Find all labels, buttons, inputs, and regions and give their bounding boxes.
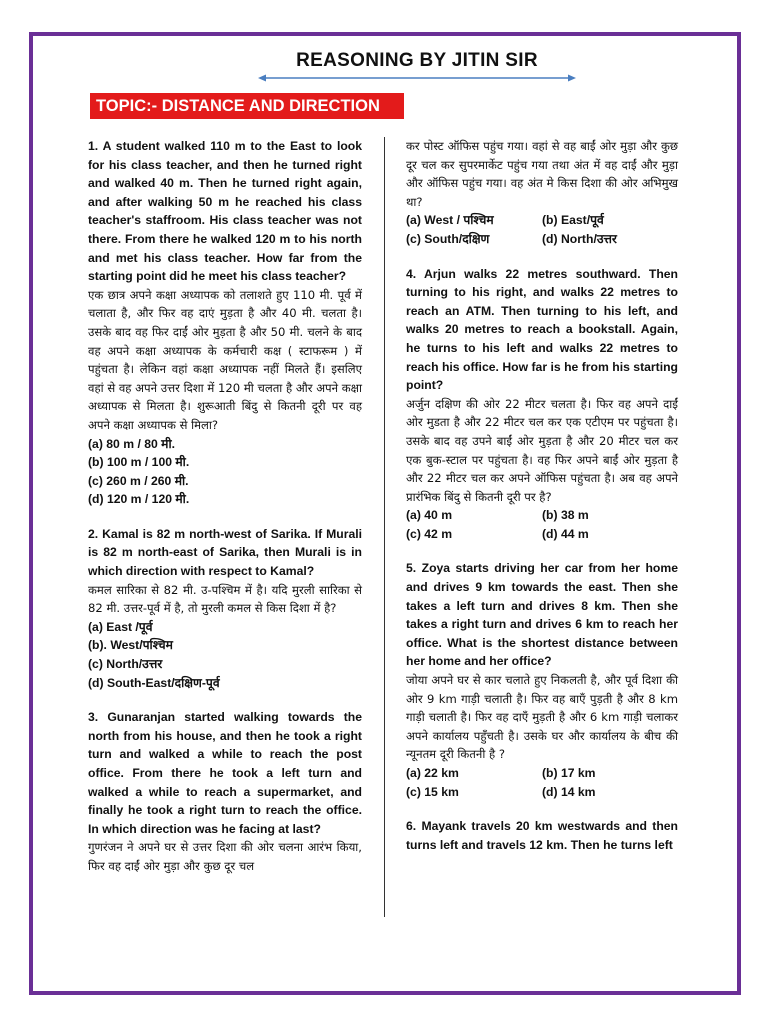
option-d: (d) South-East/दक्षिण-पूर्व	[88, 675, 220, 690]
question-text-hi: कमल सारिका से 82 मी. उ-पश्चिम में है। यदि मुरली सारिका से 82 मी. उत्तर-पूर्व में है, तो मुरली कमल से किस दिशा में है?	[88, 582, 362, 616]
question-text-en: 5. Zoya starts driving her car from her home and drives 9 km towards the east. Then she takes a left turn and drives 8 km. Then she takes a right turn and drives 6 km to reach her office. What is the shortest distance between her home and her office?	[406, 561, 678, 669]
option-d: (d) North/उत्तर	[542, 231, 617, 246]
left-column	[88, 137, 362, 892]
page-title: REASONING BY JITIN SIR	[296, 50, 538, 71]
option-a: (a) East /पूर्व	[88, 619, 153, 634]
question-2	[88, 525, 362, 692]
option-c: (c) 42 m	[406, 526, 453, 541]
option-a: (a) West / पश्चिम	[406, 213, 494, 228]
question-6	[406, 817, 678, 854]
question-text-en: 3. Gunaranjan started walking towards the north from his house, and then he took a right turn and walked a while to reach the post office. From there he took a left turn and walked a while to reach a supermarket, and finally he took a right turn to reach the office. In which direction was he facing at last?	[88, 710, 362, 836]
question-text-hi: गुणरंजन ने अपने घर से उत्तर दिशा की ओर चलना आरंभ किया, फिर वह दाईं ओर मुड़ा और कुछ दूर चल	[88, 840, 362, 873]
question-text-hi: अर्जुन दक्षिण की ओर 22 मीटर चलता है। फिर वह अपने दाईं ओर मुडता है और 22 मीटर चल कर एक एटीएम पर पहुंचता है। उसके बाद वह उपने बाईं ओर मुड़ता है और 20 मीटर चल कर एक बुक-स्टाल पर पहुंचता है। वह फिर अपने बाईं ओर मुड़ता है और 22 मीटर चल कर अपने ऑफिस पहुंचता है। अब वह अपने प्रारंभिक बिंदु से कितनी दूरी पर है?	[406, 396, 678, 504]
header	[262, 50, 572, 72]
topic-banner: TOPIC:- DISTANCE AND DIRECTION	[90, 93, 404, 119]
question-1	[88, 137, 362, 509]
question-text-hi-continued: कर पोस्ट ऑफिस पहुंच गया। वहां से वह बाईं ओर मुड़ा और कुछ दूर चल कर सुपरमार्केट पहुंच गया तथा अंत में वह दाईं और मुड़ा और ऑफिस पहुंच गया। वह अंत मे किस दिशा की ओर अभिमुख था?	[406, 139, 678, 209]
options-grid	[406, 764, 678, 801]
option-c: (c) 15 km	[406, 784, 459, 799]
option-d: (d) 120 m / 120 मी.	[88, 492, 190, 507]
option-d: (d) 44 m	[542, 526, 589, 541]
option-b: (b) 17 km	[542, 766, 596, 780]
question-text-en: 2. Kamal is 82 m north-west of Sarika. If Murali is 82 m north-east of Sarika, then Murali is in which direction with respect to Kamal?	[88, 526, 362, 579]
question-text-hi: जोया अपने घर से कार चलाते हुए निकलती है, और पूर्व दिशा की ओर 9 km गाड़ी चलाती है। फिर वह बाएँ पुड़ती है और 8 km गाड़ी चलाती है। फिर वह दाएँ मुड़ती है और 6 km गाड़ी चलाकर अपने कार्यालय पहुँचती है। उसके घर और कार्यालय के बीच की न्यूनतम दूरी कितनी है ?	[406, 673, 678, 762]
option-c: (c) 260 m / 260 मी.	[88, 473, 189, 488]
question-4	[406, 265, 678, 544]
question-text-en: 4. Arjun walks 22 metres southward. Then turning to his right, and walks 22 metres to reach an ATM. Then turning to his left, and walks 20 metres to reach a bookstall. Again, he turns to his left and walks 22 metres to reach his office. How far is he from his starting point?	[406, 266, 678, 393]
option-b: (b). West/पश्चिम	[88, 638, 173, 653]
option-b: (b) East/पूर्व	[542, 213, 604, 228]
option-a: (a) 22 km	[406, 766, 459, 780]
option-a: (a) 40 m	[406, 508, 453, 523]
option-b: (b) 38 m	[542, 508, 589, 523]
question-3	[88, 708, 362, 875]
question-text-en: 1. A student walked 110 m to the East to look for his class teacher, and then he turned right and walked 40 m. Then he turned right again, and after walking 50 m he reached his class teacher's staffroom. His class teacher was not there. From there he walked 120 m to his north and met his class teacher. How far from the starting point did he meet his class teacher?	[88, 139, 362, 284]
option-a: (a) 80 m / 80 मी.	[88, 436, 175, 451]
options-grid	[406, 211, 678, 248]
column-divider	[384, 137, 385, 917]
double-arrow-icon	[258, 74, 576, 82]
question-text-hi: एक छात्र अपने कक्षा अध्यापक को तलाशते हुए 110 मी. पूर्व में चलाता है, और फिर वह दाएं मुड़ता है और 40 मी. चलता है। उसके बाद वह फिर दाईं ओर मुड़ता है और 50 मी. चलने के बाद वह अपने कक्षा अध्यापक के कर्मचारी कक्ष ( स्टाफरूम ) में पहुंचता है। लेकिन वहां कक्षा अध्यापक नहीं मिलते हैं। इसलिए वहां से वह अपने उत्तर दिशा में 120 मी चलता है और अपने कक्षा अध्यापक से मिलता है। शुरूआती बिंदु से कितनी दूरी पर वह अपने कक्षा अध्यापक से मिला?	[88, 287, 362, 432]
question-3-continued	[406, 137, 678, 249]
right-column	[406, 137, 678, 870]
options-grid	[406, 506, 678, 543]
question-5	[406, 559, 678, 801]
option-d: (d) 14 km	[542, 784, 596, 799]
option-c: (c) North/उत्तर	[88, 657, 163, 672]
option-c: (c) South/दक्षिण	[406, 231, 490, 246]
option-b: (b) 100 m / 100 मी.	[88, 455, 190, 470]
question-text-en: 6. Mayank travels 20 km westwards and then turns left and travels 12 km. Then he turns left	[406, 819, 678, 852]
